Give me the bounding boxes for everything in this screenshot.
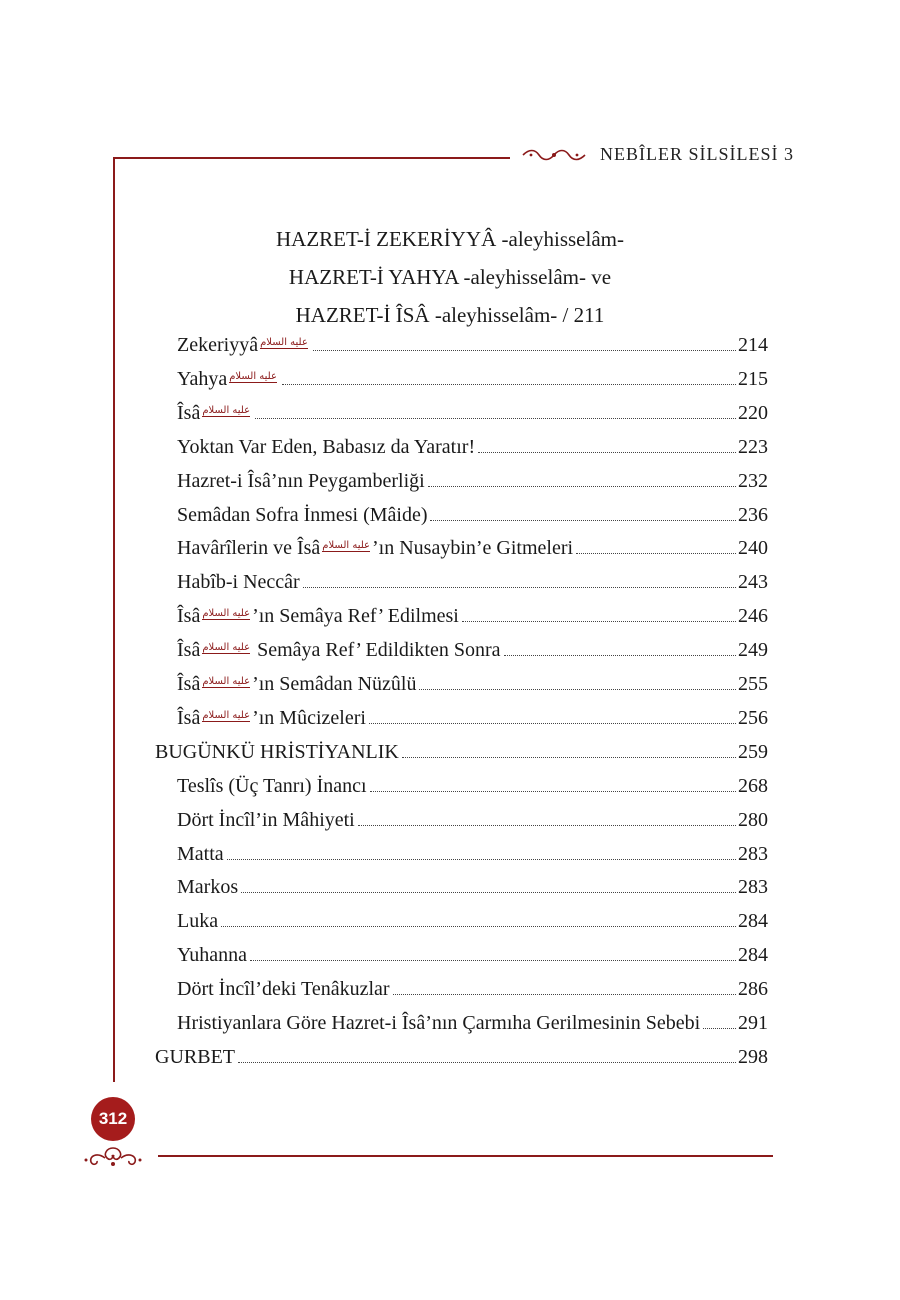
toc-entry-title-text: Yuhanna — [177, 944, 247, 967]
honorific-icon: عليه السلام — [322, 540, 371, 552]
footer-rule — [158, 1155, 773, 1157]
dot-leader — [221, 925, 736, 927]
dot-leader — [402, 756, 736, 758]
toc-entry — [177, 707, 768, 737]
toc-entry-title — [177, 504, 427, 527]
honorific-icon: عليه السلام — [202, 642, 251, 653]
toc-entry-title-text: Semâdan Sofra İnmesi (Mâide) — [177, 503, 428, 526]
toc-entry — [177, 639, 768, 669]
toc-entry-title-text: Yoktan Var Eden, Babasız da Yaratır! — [177, 435, 476, 458]
dot-leader — [576, 552, 736, 554]
dot-leader — [393, 993, 736, 995]
toc-page-number: 232 — [738, 469, 768, 492]
toc-entry-title-text: GURBET — [155, 1045, 235, 1068]
toc-entry-title — [177, 537, 573, 560]
toc-entry-title-suffix: ’ın Nusaybin’e Gitmeleri — [372, 537, 574, 560]
toc-page-number: 259 — [738, 740, 768, 763]
dot-leader — [250, 959, 736, 961]
toc-entry-title-text: Hazret-i Îsâ’nın Peygamberliği — [177, 469, 425, 492]
toc-entry-title-text: Teslîs (Üç Tanrı) İnancı — [177, 774, 367, 797]
toc-page-number: 214 — [738, 334, 768, 356]
toc-entry-title — [177, 605, 459, 628]
toc-page-number: 284 — [738, 944, 768, 967]
toc-entry-title — [155, 741, 399, 764]
toc-entry-title — [177, 978, 390, 1001]
dot-leader — [703, 1027, 736, 1029]
toc-page-number: 283 — [738, 842, 768, 865]
toc-entry — [177, 876, 768, 906]
toc-entry-title-text: Zekeriyyâ — [177, 334, 259, 356]
toc-entry — [177, 402, 768, 432]
toc-entry-title-suffix: ’ın Mûcizeleri — [252, 706, 366, 729]
toc-page-number: 256 — [738, 706, 768, 729]
toc-entry — [177, 944, 768, 974]
toc-entry-title — [177, 571, 300, 594]
toc-entry-title-text: Luka — [177, 910, 219, 933]
toc-page-number: 298 — [738, 1045, 768, 1068]
toc-entry-title — [177, 368, 279, 391]
page-number-badge: 312 — [91, 1097, 135, 1141]
toc-page-number: 249 — [738, 639, 768, 662]
dot-leader — [462, 620, 736, 622]
toc-entry-title-text: Îsâ — [177, 639, 201, 662]
toc-entry-title-suffix: ’ın Semâdan Nüzûlü — [252, 673, 417, 695]
toc-entry — [177, 775, 768, 805]
toc-entry-title-text: Yahya — [177, 367, 228, 390]
toc-entry-title — [177, 876, 238, 899]
toc-entry-title-text: Markos — [177, 876, 239, 899]
toc-entry — [177, 470, 768, 500]
dot-leader — [241, 891, 736, 893]
toc-entry-title-text: Îsâ — [177, 401, 201, 424]
toc-entry — [177, 673, 768, 703]
dot-leader — [370, 790, 736, 792]
toc-entry-title — [177, 1012, 700, 1035]
section-title — [0, 220, 900, 334]
toc-entry-title-text: Îsâ — [177, 706, 201, 729]
running-title: NEBÎLER SİLSİLESİ 3 — [600, 144, 794, 164]
dot-leader — [478, 451, 736, 453]
section-title-line-3: HAZRET-İ ÎSÂ -aleyhisselâm- / 211 — [295, 303, 605, 327]
dot-leader — [419, 688, 736, 690]
toc-entry — [177, 368, 768, 398]
dot-leader — [303, 586, 736, 588]
dot-leader — [255, 417, 736, 419]
toc-entry-title — [177, 707, 366, 730]
header-rule — [113, 157, 510, 159]
toc-entry — [177, 436, 768, 466]
toc-page-number: 240 — [738, 537, 768, 560]
toc-entry-title — [177, 944, 247, 967]
toc-entry-title-text: Hristiyanlara Göre Hazret-i Îsâ’nın Çarmıha Gerilmesinin Sebebi — [177, 1012, 701, 1034]
dot-leader — [504, 654, 736, 656]
toc-page-number: 236 — [738, 503, 768, 526]
dot-leader — [282, 383, 736, 385]
toc-entry-title-text: Dört İncîl’deki Tenâkuzlar — [177, 978, 390, 1001]
ornament-icon — [83, 1144, 143, 1170]
honorific-icon: عليه السلام — [229, 370, 277, 382]
toc-entry-title-text: Îsâ — [177, 673, 201, 695]
toc-entry — [177, 334, 768, 364]
toc-entry-title — [177, 402, 252, 425]
honorific-icon: عليه السلام — [202, 404, 251, 416]
toc-entry — [177, 978, 768, 1008]
toc-entry-title-text: Matta — [177, 842, 224, 865]
toc-page-number: 220 — [738, 401, 768, 424]
toc-entry-title — [177, 809, 355, 832]
toc-page-number: 243 — [738, 571, 768, 594]
honorific-icon: عليه السلام — [202, 675, 251, 687]
toc-entry-title-text: Îsâ — [177, 605, 201, 628]
toc-entry-title-text: Habîb-i Neccâr — [177, 571, 300, 594]
section-title-line-2: HAZRET-İ YAHYA -aleyhisselâm- ve — [288, 265, 612, 289]
dot-leader — [238, 1061, 736, 1063]
honorific-icon: عليه السلام — [202, 709, 251, 721]
toc-page-number: 215 — [738, 367, 768, 390]
toc-page-number: 246 — [738, 605, 768, 628]
toc-entry-title-text: BUGÜNKÜ HRİSTİYANLIK — [155, 740, 399, 763]
toc-entry-title-suffix: Semâya Ref’ Edildikten Sonra — [252, 639, 501, 662]
toc-entry-title — [177, 639, 501, 662]
dot-leader — [358, 824, 736, 826]
toc-entry — [177, 809, 768, 839]
dot-leader — [313, 349, 736, 351]
toc-entry — [177, 537, 768, 567]
toc-entry — [177, 571, 768, 601]
toc-entry — [155, 1046, 768, 1076]
toc-entry-title — [177, 673, 416, 696]
toc-page-number: 280 — [738, 808, 768, 831]
toc-page-number: 255 — [738, 673, 768, 695]
toc-entry-title-text: Havârîlerin ve Îsâ — [177, 537, 321, 560]
toc-entry-title — [177, 910, 218, 933]
toc-page-number: 284 — [738, 910, 768, 933]
toc-entry-title — [177, 775, 367, 798]
toc-entry-title — [155, 1046, 235, 1069]
dot-leader — [227, 858, 736, 860]
honorific-icon: عليه السلام — [202, 608, 251, 620]
toc-entry-title — [177, 843, 224, 866]
dot-leader — [430, 519, 736, 521]
toc-entry — [177, 504, 768, 534]
toc-page-number: 283 — [738, 876, 768, 899]
toc-entry — [177, 1012, 768, 1042]
toc-entry-title-suffix: ’ın Semâya Ref’ Edilmesi — [252, 605, 459, 628]
toc-entry-title-text: Dört İncîl’in Mâhiyeti — [177, 808, 355, 831]
dot-leader — [428, 485, 736, 487]
toc-entry-title — [177, 436, 475, 459]
toc-entry — [177, 843, 768, 873]
toc-page-number: 223 — [738, 435, 768, 458]
toc-entry — [177, 605, 768, 635]
toc-page-number: 286 — [738, 978, 768, 1001]
toc-entry-title — [177, 470, 425, 493]
ornament-icon — [521, 148, 587, 162]
toc-entry — [155, 741, 768, 771]
honorific-icon: عليه السلام — [260, 336, 308, 348]
toc-page-number: 268 — [738, 774, 768, 797]
section-title-line-1: HAZRET-İ ZEKERİYYÂ -aleyhisselâm- — [276, 227, 624, 251]
toc-page-number: 291 — [738, 1012, 768, 1034]
toc-entry — [177, 910, 768, 940]
dot-leader — [369, 722, 736, 724]
toc-entry-title — [177, 334, 310, 357]
